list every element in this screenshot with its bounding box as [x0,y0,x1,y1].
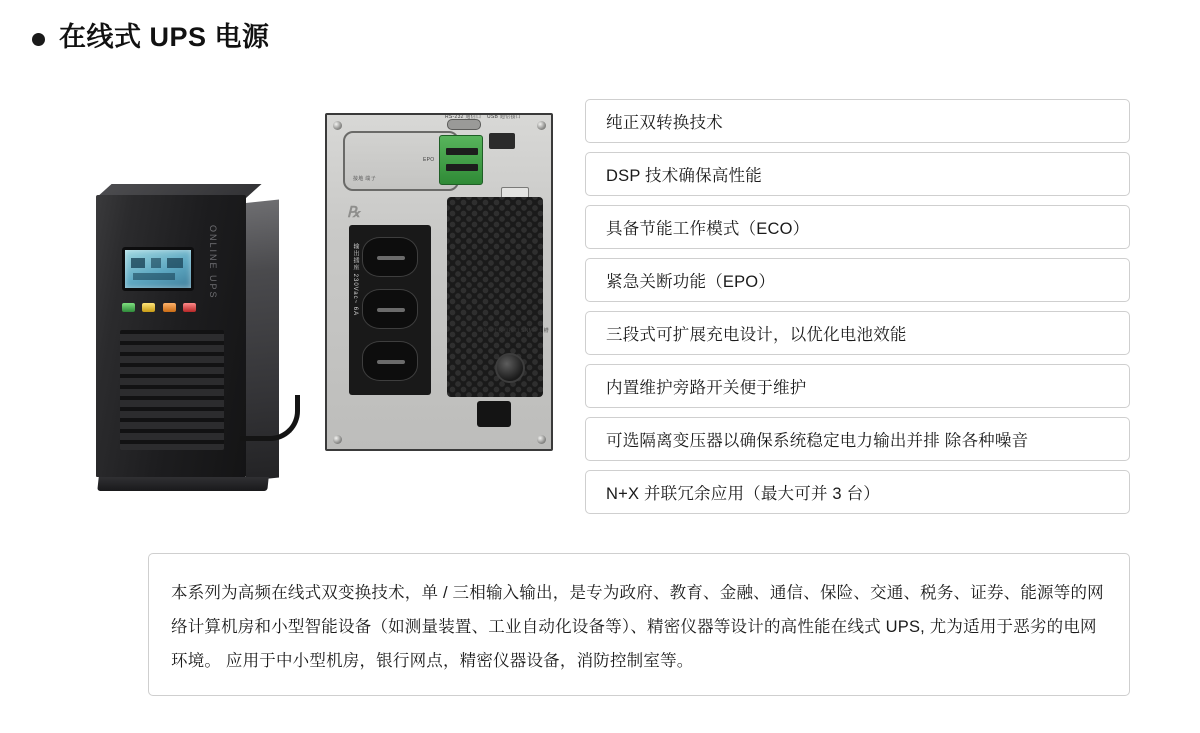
output-socket-group [349,225,431,395]
feature-list-item: 内置维护旁路开关便于维护 [585,364,1130,408]
epo-terminal-block [439,135,483,185]
panel-screw-icon [537,121,546,130]
description-text: 本系列为高频在线式双变换技术，单 / 三相输入输出，是专为政府、教育、金融、通信、保险、交通、税务、证券、能源等的网络计算机房和小型智能设备（如测量装置、工业自动化设备等）、精密仪器等设计的高性能在线式 UPS, 尤为适用于恶劣的电网环境。 应用于中小型机房，银行网点，精密仪器设备，消防控制室等。 [171,584,1104,670]
feature-list-item: DSP 技术确保高性能 [585,152,1130,196]
page-title [32,24,270,51]
output-socket [362,341,418,381]
panel-screw-icon [537,435,546,444]
power-on-button-icon [122,303,135,312]
product-image-group [60,95,560,515]
feature-list-item: 纯正双转换技术 [585,99,1130,143]
usb-port-label: USB 通信接口 [487,114,522,120]
page-title-text: 在线式 UPS 电源 [59,22,270,52]
feature-list-item: 三段式可扩展充电设计，以优化电池效能 [585,311,1130,355]
tower-button-row [122,303,196,313]
rs232-port-label: RS-232 通信口 [445,114,482,120]
feature-list-item: 紧急关断功能（EPO） [585,258,1130,302]
snmp-slot-label: 二合一干接点接口 SNMP 卡槽 [477,328,549,334]
feature-list-item: 可选隔离变压器以确保系统稳定电力输出并排 除各种噪音 [585,417,1130,461]
tower-brand-text: ONLINE UPS [208,225,218,300]
rear-logo-icon: ℞ [347,204,361,221]
output-socket [362,289,418,329]
test-button-icon [183,303,196,312]
epo-terminal-row [446,148,478,155]
ground-terminal-label: 接地 端子 [353,176,376,182]
panel-screw-icon [333,435,342,444]
feature-list [585,99,1130,514]
power-off-button-icon [142,303,155,312]
tower-front-face [96,195,246,477]
usb-port [489,133,515,149]
mute-button-icon [163,303,176,312]
tower-base [97,477,268,491]
lcd-glyph-row-secondary [133,273,175,280]
epo-terminal-row [446,164,478,171]
description-box [148,553,1130,696]
panel-screw-icon [333,121,342,130]
feature-list-item: N+X 并联冗余应用（最大可并 3 台） [585,470,1130,514]
bullet-dot-icon [32,33,45,46]
output-socket-label: 输出插座 230Vac~ 6A [352,243,358,317]
output-socket [362,237,418,277]
feature-list-item: 具备节能工作模式（ECO） [585,205,1130,249]
epo-label: EPO [423,157,435,163]
lcd-glyph-row [131,258,185,268]
ups-rear-panel-image [325,113,553,451]
rs232-port [447,119,481,130]
tower-lcd-screen [122,247,194,291]
power-inlet [477,401,511,427]
power-cord-icon [240,395,300,441]
ups-tower-image [96,195,281,495]
circuit-breaker-knob [495,353,525,383]
